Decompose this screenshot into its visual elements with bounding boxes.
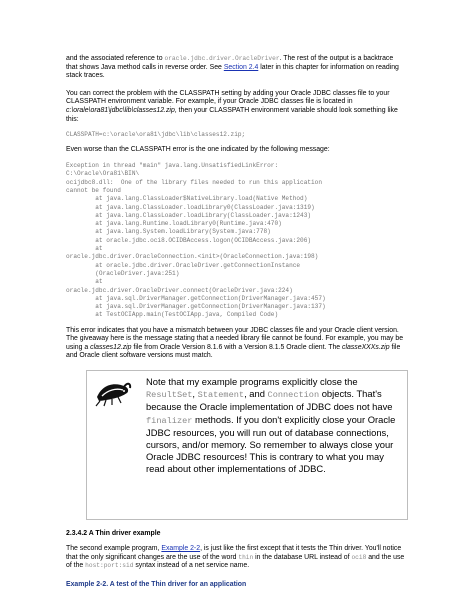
code-oci8: oci8 xyxy=(351,553,367,561)
code-host-port-sid: host:port:sid xyxy=(85,562,134,570)
code-connection: Connection xyxy=(267,390,320,401)
tip-note-text xyxy=(146,376,401,476)
text: The second example program, xyxy=(66,545,162,553)
page-content xyxy=(66,55,406,589)
text: syntax instead of a net service name. xyxy=(133,562,250,570)
paragraph-thin-driver xyxy=(66,545,406,571)
code-resultset: ResultSet xyxy=(146,390,193,401)
text: and the use of the xyxy=(66,553,405,570)
text: and the associated reference to xyxy=(66,55,165,62)
text: file and Oracle client software versions must match. xyxy=(66,343,401,360)
text: later in this chapter for information on reading stack traces. xyxy=(66,63,399,80)
text: , xyxy=(192,388,198,400)
text: file from Oracle Version 8.1.6 with a Version 8.1.5 Oracle client. The xyxy=(131,343,343,351)
code-finalizer: finalizer xyxy=(146,415,193,426)
code-classpath: CLASSPATH=c:\oracle\ora81\jdbc\lib\classes12.zip; xyxy=(66,131,246,139)
section-heading-thin-driver: 2.3.4.2 A Thin driver example xyxy=(66,530,161,538)
text: methods. If you don't explicitly close your Oracle JDBC resources, you will run out of database connections, cursors, and/or memory. So remember to always close your Oracle JDBC resources! This is contrary to what you may read about other implementations of JDBC. xyxy=(146,413,396,475)
code-exception-trace: Exception in thread "main" java.lang.UnsatisfiedLinkError: C:\Oracle\Ora81\BIN\ ocijdbc8.dll: One of the library files needed to run this application cannot be found at java.lang.ClassLoader$NativeLibrary.load(Native Method) at java.lang.ClassLoader.loadLibrary0(ClassLoader.java:1319) at java.lang.ClassLoader.loadLibrary(ClassLoader.java:1243) at java.lang.Runtime.loadLibrary0(Runtime.java:470) at java.lang.System.loadLibrary(System.java:778) at oracle.jdbc.oci8.OCIDBAccess.logon(OCIDBAccess.java:206) at oracle.jdbc.driver.OracleConnection.<init>(OracleConnection.java:198) at oracle.jdbc.driver.OracleDriver.getConnectionInstance (OracleDriver.java:251) at oracle.jdbc.driver.OracleDriver.connect(OracleDriver.java:224) at java.sql.DriverManager.getConnection(DriverManager.java:457) at java.sql.DriverManager.getConnection(DriverManager.java:137) at TestOCIApp.main(TestOCIApp.java, Compiled Code) xyxy=(66,162,326,319)
text: You can correct the problem with the CLASSPATH setting by adding your Oracle JDBC classes file to your CLASSPATH environment variable. For example, if your Oracle JDBC classes file is located in xyxy=(66,89,390,106)
text: Note that my example programs explicitly close the xyxy=(146,376,358,388)
paragraph-worse-error: Even worse than the CLASSPATH error is the one indicated by the following message: xyxy=(66,146,330,154)
link-section-2-4[interactable]: Section 2.4 xyxy=(223,63,259,71)
paragraph-mismatch-explanation xyxy=(66,327,406,361)
tip-note-box xyxy=(86,370,408,520)
text: , and xyxy=(244,388,268,400)
paragraph-classpath-fix xyxy=(66,90,406,124)
code-thin: thin xyxy=(238,553,254,561)
file-classes12: classes12.zip xyxy=(90,343,132,351)
text: This error indicates that you have a mismatch between your JDBC classes file and your Oracle client version. The giveaway here is the message stating that a needed library file cannot be found. For example, you may be using a xyxy=(66,326,404,351)
code-statement: Statement xyxy=(197,390,245,401)
paragraph-stack-trace-intro xyxy=(66,55,406,81)
code-oracle-driver: oracle.jdbc.driver.OracleDriver xyxy=(164,55,280,62)
file-classexxxs: classeXXXs.zip xyxy=(342,343,390,351)
text: . The rest of the output is a backtrace that shows Java method calls in reverse order. See xyxy=(66,55,394,71)
classes-file-path: c:\orale\ora81\jdbc\lib\classes12.zip xyxy=(66,106,175,114)
tip-scorpion-icon xyxy=(94,377,132,407)
text: , then your CLASSPATH environment variable should look something like this: xyxy=(66,106,398,123)
text: in the database URL instead of xyxy=(253,553,352,561)
link-example-2-2[interactable]: Example 2-2 xyxy=(161,545,201,553)
text: objects. That's because the Oracle implementation of JDBC does not have xyxy=(146,388,393,413)
text: , is just like the first except that it tests the Thin driver. You'll notice that the only significant changes are the use of the word xyxy=(66,545,402,561)
example-title: Example 2-2. A test of the Thin driver for an application xyxy=(66,580,247,588)
